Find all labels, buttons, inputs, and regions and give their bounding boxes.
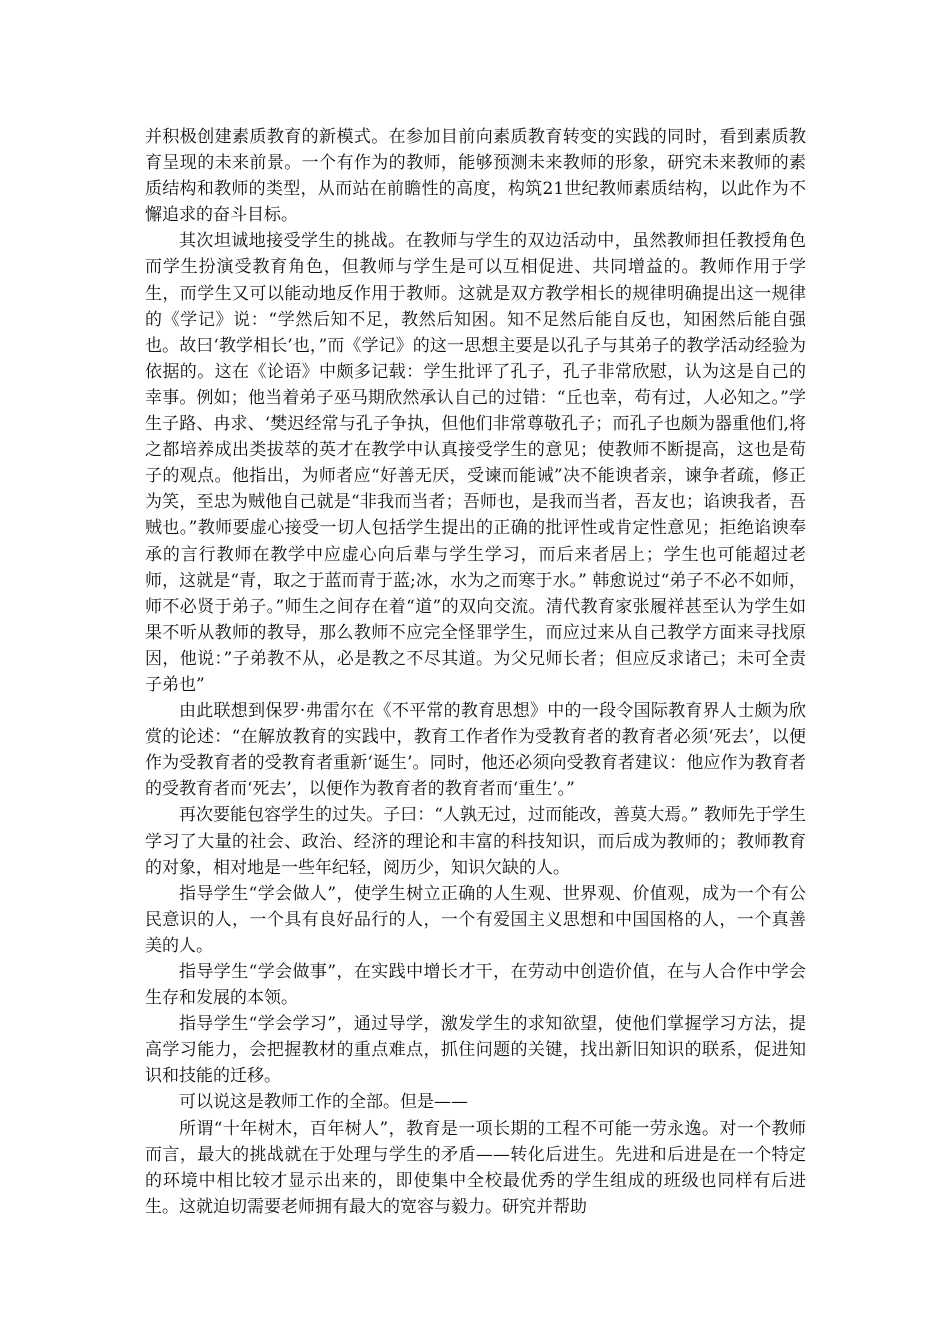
- paragraph-8: 可以说这是教师工作的全部。但是——: [179, 1092, 468, 1113]
- paragraph-2: 其次坦诚地接受学生的挑战。在教师与学生的双边活动中，虽然教师担任教授角色而学生扮演受教育角色，但教师与学生是可以互相促进、共同增益的。教师作用于学生，而学生又可以能动地反作用于教师。这就是双方教学相长的规律明确提出这一规律的《学记》说：“学然后知不足，教然后知困。知不足然后能自反也，知困然后能自强也。故曰‘教学相长’也，”而《学记》的这一思想主要是以孔子与其弟子的教学活动经验为依据的。这在《论语》中颇多记载：学生批评了孔子，孔子非常欣慰，认为这是自己的幸事。例如；他当着弟子巫马期欣然承认自己的过错：“丘也幸，苟有过，人必知之。”学生子路、冉求、‘樊迟经常与孔子争执，但他们非常尊敬孔子；而孔子也颇为器重他们,将之都培养成出类拔萃的英才在教学中认真接受学生的意见；使教师不断提高，这也是荀子的观点。他指出，为师者应“好善无厌，受谏而能诫”决不能谀者亲，谏争者疏，修正为笑，至忠为贼他自己就是“非我而当者；吾师也，是我而当者，吾友也；谄谀我者，吾贼也。”教师要虚心接受一切人包括学生提出的正确的批评性或肯定性意见；拒绝谄谀奉承的言行教师在教学中应虚心向后辈与学生学习，而后来者居上；学生也可能超过老师，这就是“青，取之于蓝而青于蓝;冰，水为之而寒于水。” 韩愈说过“弟子不必不如师，师不必贤于弟子。”师生之间存在着“道”的双向交流。清代教育家张履祥甚至认为学生如果不听从教师的教导，那么教师不应完全怪罪学生，而应过来从自己教学方面来寻找原因，他说：”子弟教不从，必是教之不尽其道。为父兄师长者；但应反求诸己；未可全责子弟也”: [145, 231, 806, 695]
- paragraph-9: 所谓“十年树木，百年树人”，教育是一项长期的工程不可能一劳永逸。对一个教师而言，最大的挑战就在于处理与学生的矛盾——转化后进生。先进和后进是在一个特定的环境中相比较才显示出来的，即使集中全校最优秀的学生组成的班级也同样有后进生。这就迫切需要老师拥有最大的宽容与毅力。研究并帮助: [145, 1118, 806, 1217]
- paragraph-7: 指导学生“学会学习”，通过导学，激发学生的求知欲望，使他们掌握学习方法，提高学习能力，会把握教材的重点难点，抓住问题的关键，找出新旧知识的联系，促进知识和技能的迁移。: [145, 1014, 806, 1087]
- paragraph-3: 由此联想到保罗·弗雷尔在《不平常的教育思想》中的一段令国际教育界人士颇为欣赏的论述：“在解放教育的实践中，教育工作者作为受教育者的教育者必须‘死去’，以便作为受教育者的受教育者重新‘诞生’。同时，他还必须向受教育者建议：他应作为教育者的受教育者而‘死去’，以便作为教育者的教育者而‘重生’。”: [145, 701, 806, 800]
- paragraph-4: 再次要能包容学生的过失。子曰：“人孰无过，过而能改，善莫大焉。” 教师先于学生学习了大量的社会、政治、经济的理论和丰富的科技知识，而后成为教师的；教师教育的对象，相对地是一些年纪轻，阅历少，知识欠缺的人。: [145, 805, 806, 878]
- paragraph-6: 指导学生“学会做事”，在实践中增长才干，在劳动中创造价值，在与人合作中学会生存和发展的本领。: [145, 962, 806, 1009]
- paragraph-5: 指导学生“学会做人”，使学生树立正确的人生观、世界观、价值观，成为一个有公民意识的人，一个具有良好品行的人，一个有爱国主义思想和中国国格的人，一个真善美的人。: [145, 883, 806, 956]
- document-page: [145, 124, 806, 1220]
- paragraph-1: 并积极创建素质教育的新模式。在参加目前向素质教育转变的实践的同时，看到素质教育呈现的未来前景。一个有作为的教师，能够预测未来教师的形象，研究未来教师的素质结构和教师的类型，从而站在前瞻性的高度，构筑21世纪教师素质结构，以此作为不懈追求的奋斗目标。: [145, 127, 806, 226]
